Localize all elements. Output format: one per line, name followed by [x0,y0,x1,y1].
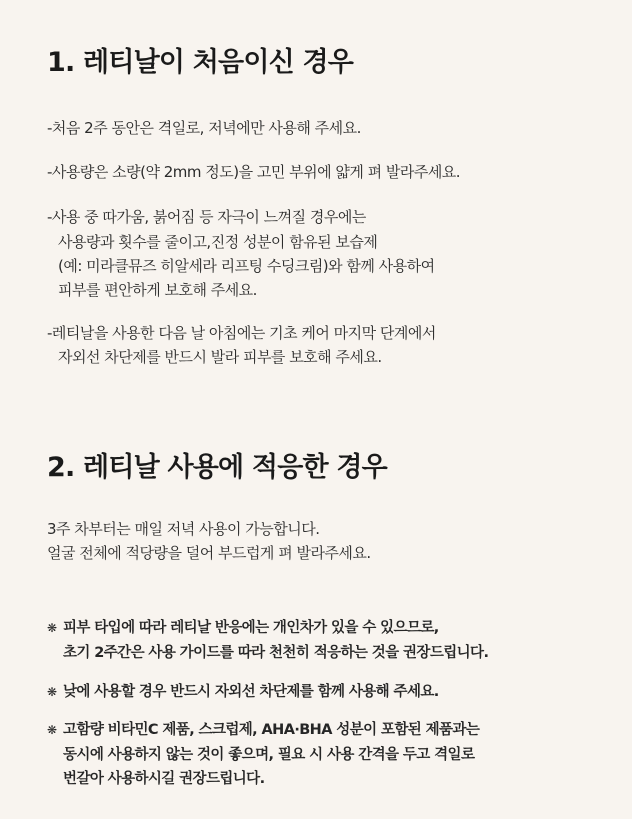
note-line: ❋ 낮에 사용할 경우 반드시 자외선 차단제를 함께 사용해 주세요. [47,684,439,700]
note-line: ❋ 피부 타입에 따라 레티날 반응에는 개인차가 있을 수 있으므로, [47,620,439,636]
asterisk-bullet-icon: ❋ [47,685,57,699]
note-line: 번갈아 사용하시길 권장드립니다. [63,771,265,787]
section1-line: 피부를 편안하게 보호해 주세요. [58,281,257,299]
section2-line: 얼굴 전체에 적당량을 덜어 부드럽게 펴 발라주세요. [47,544,371,562]
asterisk-bullet-icon: ❋ [47,723,57,737]
section2-line: 3주 차부터는 매일 저녁 사용이 가능합니다. [47,520,320,538]
section1-line: 사용량과 횟수를 줄이고,진정 성분이 함유된 보습제 [58,233,378,251]
section1-line: -사용량은 소량(약 2mm 정도)을 고민 부위에 얇게 펴 발라주세요. [47,163,461,181]
section1-line: 자외선 차단제를 반드시 발라 피부를 보호해 주세요. [58,348,382,366]
section1-line: -사용 중 따가움, 붉어짐 등 자극이 느껴질 경우에는 [47,208,366,226]
section1-line: -처음 2주 동안은 격일로, 저녁에만 사용해 주세요. [47,119,361,137]
section1-line: (예: 미라클뮤즈 히알세라 리프팅 수딩크림)와 함께 사용하여 [58,257,435,275]
note-line: 동시에 사용하지 않는 것이 좋으며, 필요 시 사용 간격을 두고 격일로 [63,747,475,763]
section2-title: 2. 레티날 사용에 적응한 경우 [47,452,387,483]
note-line: ❋ 고함량 비타민C 제품, 스크럽제, AHA·BHA 성분이 포함된 제품과는 [47,722,480,738]
note-line: 초기 2주간은 사용 가이드를 따라 천천히 적응하는 것을 권장드립니다. [63,645,489,661]
section1-line: -레티날을 사용한 다음 날 아침에는 기초 케어 마지막 단계에서 [47,324,436,342]
asterisk-bullet-icon: ❋ [47,621,57,635]
section1-title: 1. 레티날이 처음이신 경우 [47,47,354,78]
